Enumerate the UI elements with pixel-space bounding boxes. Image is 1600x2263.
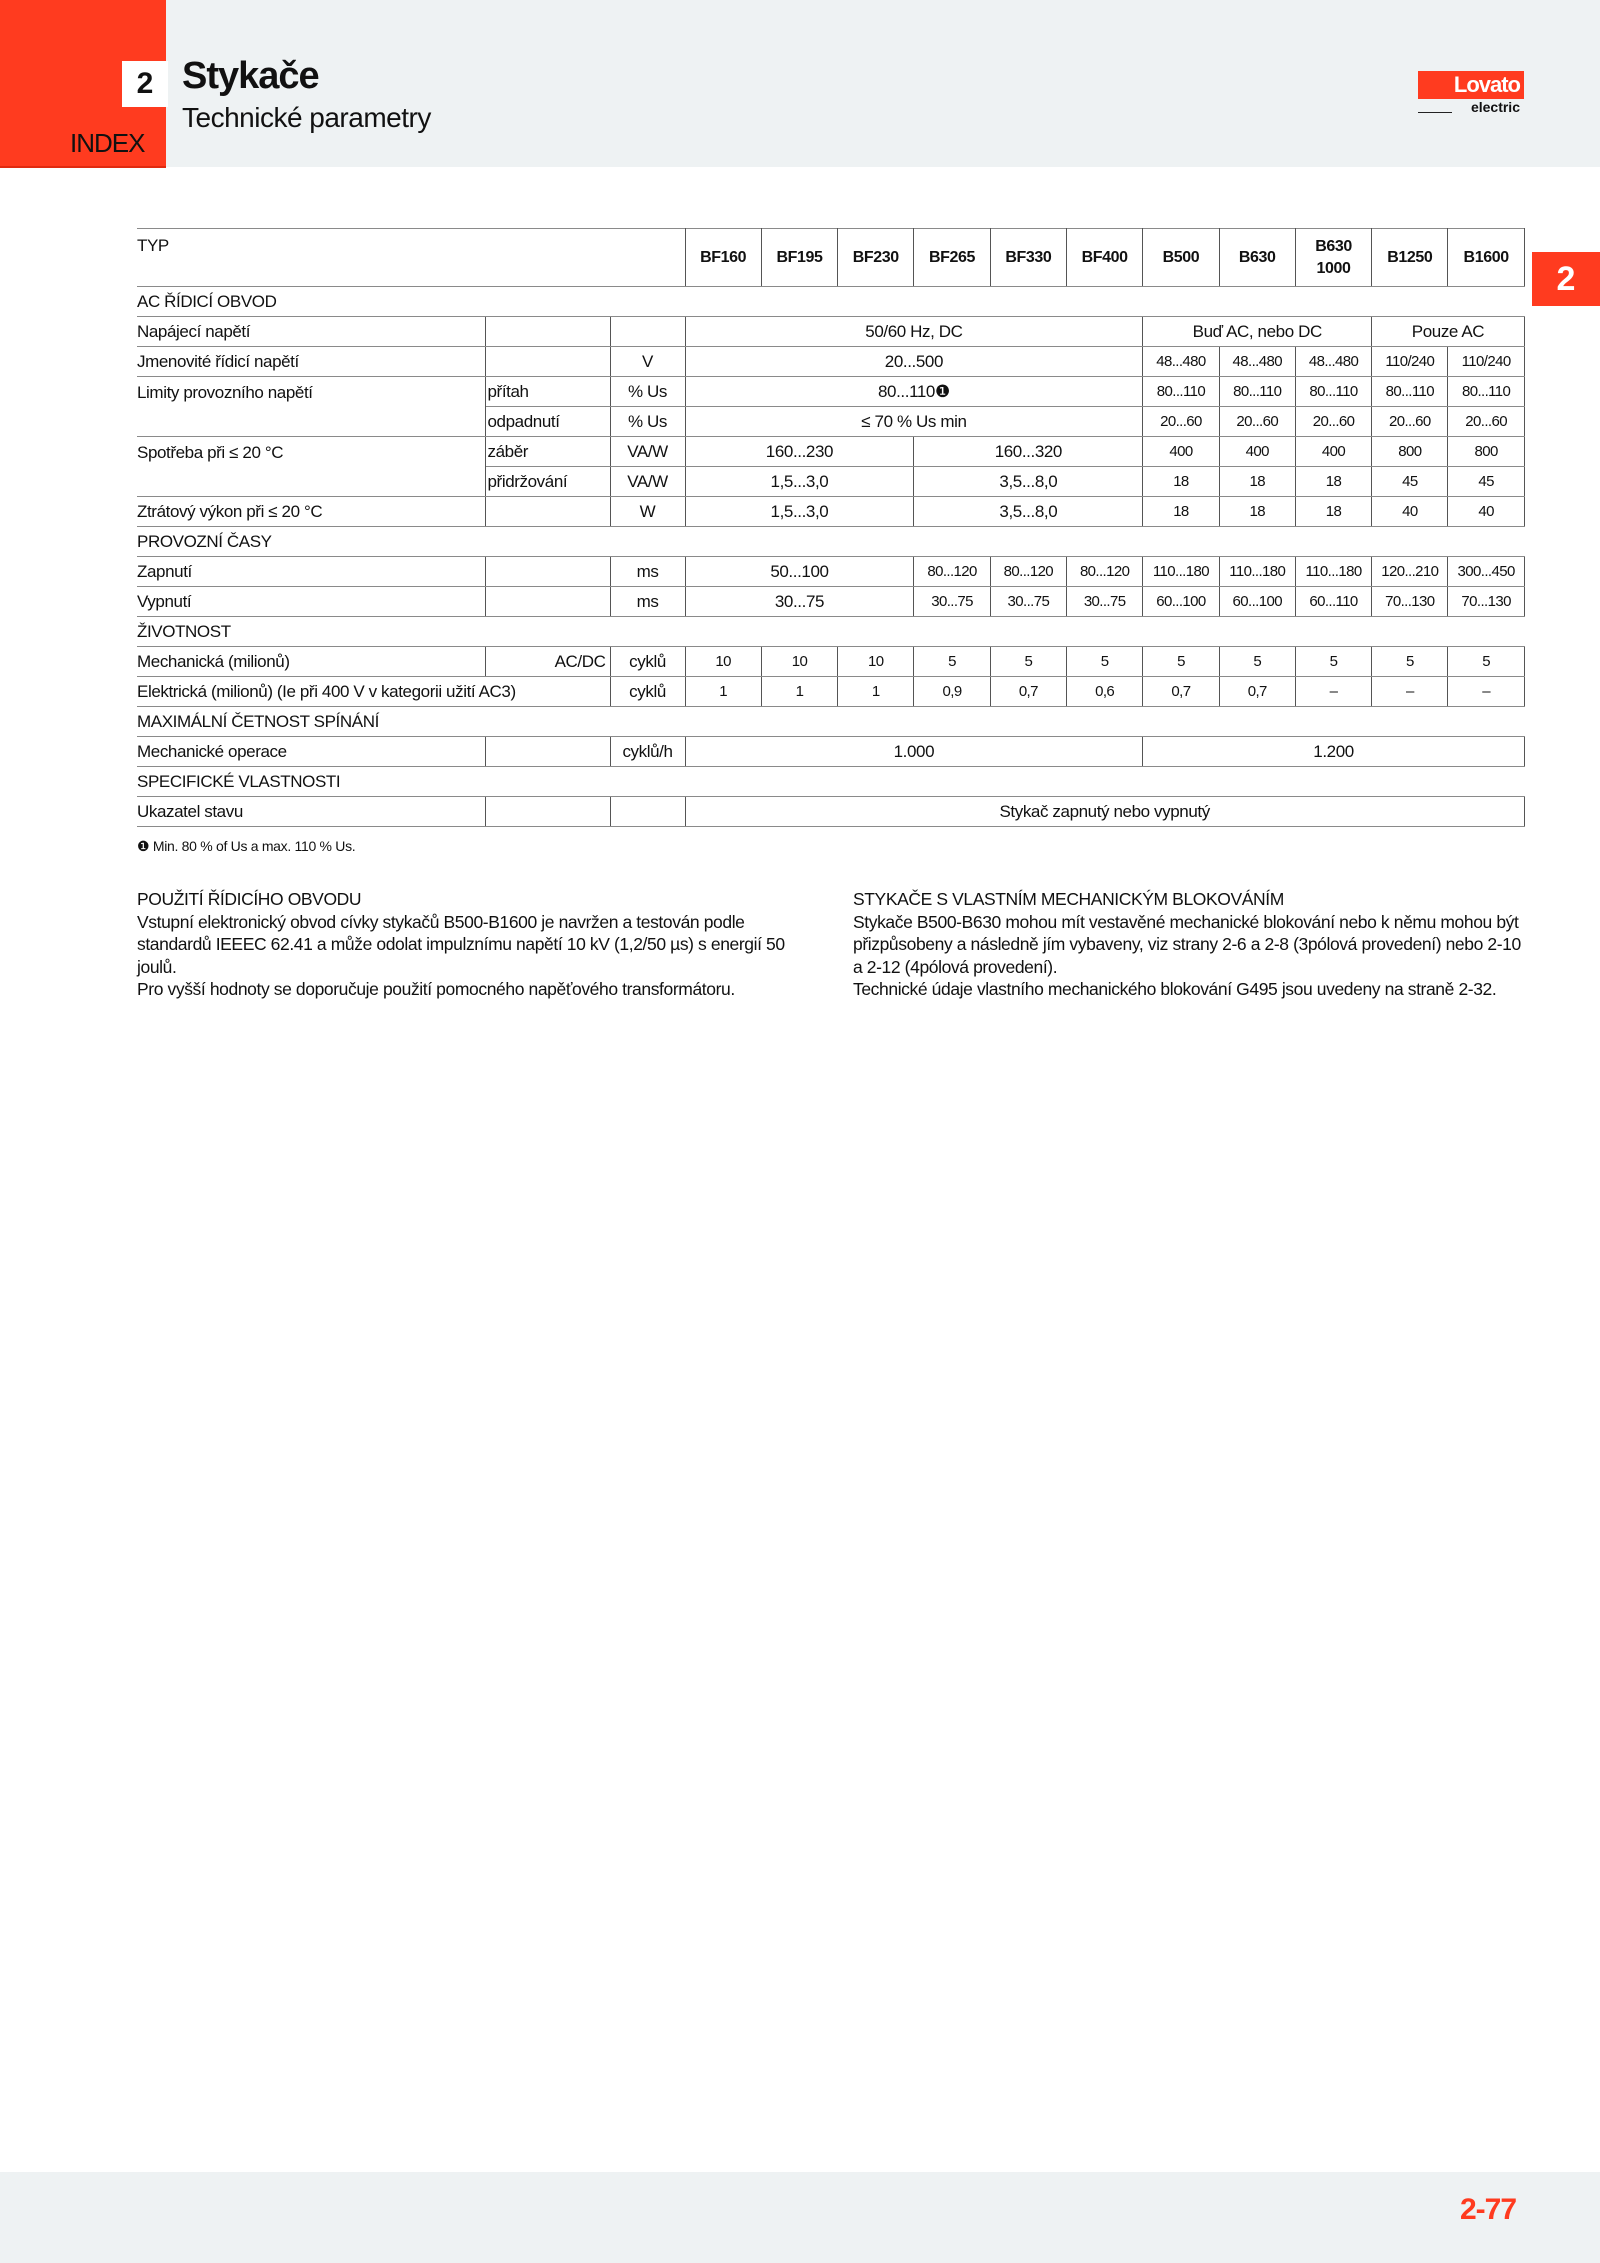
model-header: B1250 xyxy=(1372,229,1448,287)
value-cell: 18 xyxy=(1143,467,1219,497)
unit-cell: cyklů/h xyxy=(610,737,685,767)
value-cell: Stykač zapnutý nebo vypnutý xyxy=(685,797,1524,827)
row-sublabel: přidržování xyxy=(485,467,610,497)
value-cell: 10 xyxy=(761,647,837,677)
value-cell: 60...100 xyxy=(1219,587,1295,617)
value-cell: 18 xyxy=(1219,497,1295,527)
table-row xyxy=(137,587,1524,617)
unit-cell: ms xyxy=(610,587,685,617)
value-cell: 400 xyxy=(1143,437,1219,467)
value-cell: 0,7 xyxy=(990,677,1066,707)
value-cell: 1 xyxy=(685,677,761,707)
row-label: Limity provozního napětí xyxy=(137,377,485,437)
row-label: Spotřeba při ≤ 20 °C xyxy=(137,437,485,497)
row-label: Napájecí napětí xyxy=(137,317,485,347)
table-row xyxy=(137,647,1524,677)
value-cell: 3,5...8,0 xyxy=(914,497,1143,527)
spec-table xyxy=(137,228,1525,827)
section-title: SPECIFICKÉ VLASTNOSTI xyxy=(137,767,1524,797)
value-cell: 10 xyxy=(838,647,914,677)
value-cell: 110/240 xyxy=(1448,347,1524,377)
unit-cell: W xyxy=(610,497,685,527)
table-row xyxy=(137,437,1524,467)
note-left-heading: POUŽITÍ ŘÍDICÍHO OBVODU xyxy=(137,889,362,909)
value-cell: 5 xyxy=(1219,647,1295,677)
model-header: B500 xyxy=(1143,229,1219,287)
value-cell: 800 xyxy=(1448,437,1524,467)
value-cell: 20...60 xyxy=(1219,407,1295,437)
value-cell: Pouze AC xyxy=(1372,317,1525,347)
value-cell: Buď AC, nebo DC xyxy=(1143,317,1372,347)
value-cell: 110...180 xyxy=(1219,557,1295,587)
value-cell: 10 xyxy=(685,647,761,677)
value-cell: 50...100 xyxy=(685,557,914,587)
value-cell: 400 xyxy=(1295,437,1371,467)
index-link[interactable]: INDEX xyxy=(70,128,145,158)
section-title: PROVOZNÍ ČASY xyxy=(137,527,1524,557)
row-sublabel-empty xyxy=(485,347,610,377)
value-cell: 5 xyxy=(1448,647,1524,677)
value-cell: 400 xyxy=(1219,437,1295,467)
unit-cell: VA/W xyxy=(610,467,685,497)
value-cell: 60...100 xyxy=(1143,587,1219,617)
model-header: BF330 xyxy=(990,229,1066,287)
table-row xyxy=(137,497,1524,527)
value-cell: 1,5...3,0 xyxy=(685,497,914,527)
value-cell: 80...110 xyxy=(1372,377,1448,407)
value-cell: 50/60 Hz, DC xyxy=(685,317,1143,347)
value-cell: 30...75 xyxy=(1067,587,1143,617)
model-header: BF195 xyxy=(761,229,837,287)
unit-cell: cyklů xyxy=(610,677,685,707)
model-header: BF230 xyxy=(838,229,914,287)
table-row xyxy=(137,737,1524,767)
value-cell: 120...210 xyxy=(1372,557,1448,587)
unit-cell: % Us xyxy=(610,377,685,407)
row-sublabel-empty xyxy=(485,317,610,347)
value-cell: 0,9 xyxy=(914,677,990,707)
value-cell: 20...60 xyxy=(1372,407,1448,437)
section-row xyxy=(137,767,1524,797)
value-cell: 5 xyxy=(990,647,1066,677)
section-title: MAXIMÁLNÍ ČETNOST SPÍNÁNÍ xyxy=(137,707,1524,737)
value-cell: 30...75 xyxy=(990,587,1066,617)
row-label: Mechanické operace xyxy=(137,737,485,767)
note-right-p2: Technické údaje vlastního mechanického blokování G495 jsou uvedeny na straně 2-32. xyxy=(853,979,1497,999)
value-cell: 18 xyxy=(1143,497,1219,527)
note-left-p1: Vstupní elektronický obvod cívky stykačů B500-B1600 je navržen a testován podle standardů IEEEC 62.41 a může odolat impulznímu napětí 10 kV (1,2/50 µs) s energií 50 joulů. xyxy=(137,911,785,977)
value-cell: 80...120 xyxy=(914,557,990,587)
logo-sub: electric xyxy=(1418,99,1524,115)
row-sublabel: záběr xyxy=(485,437,610,467)
value-cell: 20...60 xyxy=(1143,407,1219,437)
row-label: Mechanická (milionů) xyxy=(137,647,485,677)
section-title: AC ŘÍDICÍ OBVOD xyxy=(137,287,1524,317)
row-label: Elektrická (milionů) (Ie při 400 V v kategorii užití AC3) xyxy=(137,677,610,707)
value-cell: 1 xyxy=(838,677,914,707)
note-left xyxy=(137,888,817,1001)
value-cell: 18 xyxy=(1295,497,1371,527)
value-cell: 18 xyxy=(1219,467,1295,497)
model-header: B630 xyxy=(1219,229,1295,287)
table-row xyxy=(137,677,1524,707)
chapter-side-tab[interactable]: 2 xyxy=(1532,252,1600,306)
footnote: ❶ Min. 80 % of Us a max. 110 % Us. xyxy=(137,838,356,854)
model-header: B1600 xyxy=(1448,229,1524,287)
value-cell: 160...320 xyxy=(914,437,1143,467)
value-cell: 18 xyxy=(1295,467,1371,497)
value-cell: 48...480 xyxy=(1295,347,1371,377)
row-label: Vypnutí xyxy=(137,587,485,617)
model-header: BF160 xyxy=(685,229,761,287)
value-cell: 5 xyxy=(1143,647,1219,677)
value-cell: 70...130 xyxy=(1448,587,1524,617)
value-cell: – xyxy=(1372,677,1448,707)
page-title: Stykače xyxy=(182,55,319,97)
section-title: ŽIVOTNOST xyxy=(137,617,1524,647)
row-sublabel: odpadnutí xyxy=(485,407,610,437)
value-cell: 1 xyxy=(761,677,837,707)
page-number: 2-77 xyxy=(1460,2193,1517,2226)
value-cell: 20...60 xyxy=(1448,407,1524,437)
table-header-row xyxy=(137,229,1524,287)
value-cell: 20...500 xyxy=(685,347,1143,377)
unit-cell: VA/W xyxy=(610,437,685,467)
row-sublabel: AC/DC xyxy=(485,647,610,677)
value-cell: – xyxy=(1295,677,1371,707)
unit-cell: ms xyxy=(610,557,685,587)
value-cell: 5 xyxy=(1067,647,1143,677)
value-cell: 5 xyxy=(1372,647,1448,677)
value-cell: 80...120 xyxy=(990,557,1066,587)
value-cell: 3,5...8,0 xyxy=(914,467,1143,497)
row-sublabel-empty xyxy=(485,737,610,767)
type-label: TYP xyxy=(137,229,685,287)
value-cell: 0,7 xyxy=(1219,677,1295,707)
value-cell: 1.000 xyxy=(685,737,1143,767)
chapter-number: 2 xyxy=(122,61,168,107)
note-left-p2: Pro vyšší hodnoty se doporučuje použití pomocného napěťového transformátoru. xyxy=(137,979,735,999)
value-cell: 45 xyxy=(1372,467,1448,497)
row-label: Ztrátový výkon při ≤ 20 °C xyxy=(137,497,485,527)
value-cell: 40 xyxy=(1372,497,1448,527)
value-cell: 800 xyxy=(1372,437,1448,467)
row-label: Ukazatel stavu xyxy=(137,797,485,827)
value-cell: 160...230 xyxy=(685,437,914,467)
value-cell: 1,5...3,0 xyxy=(685,467,914,497)
row-sublabel-empty xyxy=(485,497,610,527)
row-sublabel-empty xyxy=(485,557,610,587)
value-cell: 0,6 xyxy=(1067,677,1143,707)
value-cell: 20...60 xyxy=(1295,407,1371,437)
value-cell: 110/240 xyxy=(1372,347,1448,377)
value-cell: 80...110 xyxy=(1219,377,1295,407)
section-row xyxy=(137,527,1524,557)
value-cell: 110...180 xyxy=(1143,557,1219,587)
unit-cell: % Us xyxy=(610,407,685,437)
value-cell: 5 xyxy=(914,647,990,677)
unit-cell: V xyxy=(610,347,685,377)
model-header: BF265 xyxy=(914,229,990,287)
row-sublabel-empty xyxy=(485,797,610,827)
note-right-p1: Stykače B500-B630 mohou mít vestavěné mechanické blokování nebo k němu mohou být přizpůsobeny a následně jím vybaveny, viz strany 2-6 a 2-8 (3pólová provedení) nebo 2-10 a 2-12 (4pólová provedení). xyxy=(853,911,1521,977)
unit-cell xyxy=(610,317,685,347)
row-label: Jmenovité řídicí napětí xyxy=(137,347,485,377)
row-sublabel: přítah xyxy=(485,377,610,407)
section-row xyxy=(137,617,1524,647)
table-row xyxy=(137,347,1524,377)
value-cell: 80...110 xyxy=(1295,377,1371,407)
value-cell: 48...480 xyxy=(1219,347,1295,377)
value-cell: 30...75 xyxy=(685,587,914,617)
lovato-logo xyxy=(1418,71,1524,115)
note-right xyxy=(853,888,1533,1001)
section-row xyxy=(137,287,1524,317)
table-row xyxy=(137,557,1524,587)
unit-cell: cyklů xyxy=(610,647,685,677)
table-row xyxy=(137,317,1524,347)
value-cell: 110...180 xyxy=(1295,557,1371,587)
value-cell: 300...450 xyxy=(1448,557,1524,587)
note-right-heading: STYKAČE S VLASTNÍM MECHANICKÝM BLOKOVÁNÍM xyxy=(853,889,1284,909)
value-cell: 40 xyxy=(1448,497,1524,527)
footer-band xyxy=(0,2172,1600,2263)
model-header: BF400 xyxy=(1067,229,1143,287)
value-cell: 80...120 xyxy=(1067,557,1143,587)
value-cell: 1.200 xyxy=(1143,737,1524,767)
value-cell: 70...130 xyxy=(1372,587,1448,617)
value-cell: 0,7 xyxy=(1143,677,1219,707)
value-cell: 30...75 xyxy=(914,587,990,617)
logo-main: Lovato xyxy=(1418,71,1524,99)
row-label: Zapnutí xyxy=(137,557,485,587)
page-subtitle: Technické parametry xyxy=(182,102,431,133)
section-row xyxy=(137,707,1524,737)
table-row xyxy=(137,797,1524,827)
value-cell: 45 xyxy=(1448,467,1524,497)
table-row xyxy=(137,377,1524,407)
value-cell: 80...110❶ xyxy=(685,377,1143,407)
value-cell: – xyxy=(1448,677,1524,707)
value-cell: 80...110 xyxy=(1448,377,1524,407)
model-header: B630 1000 xyxy=(1295,229,1371,287)
value-cell: 5 xyxy=(1295,647,1371,677)
value-cell: ≤ 70 % Us min xyxy=(685,407,1143,437)
row-sublabel-empty xyxy=(485,587,610,617)
unit-cell xyxy=(610,797,685,827)
value-cell: 80...110 xyxy=(1143,377,1219,407)
value-cell: 60...110 xyxy=(1295,587,1371,617)
value-cell: 48...480 xyxy=(1143,347,1219,377)
